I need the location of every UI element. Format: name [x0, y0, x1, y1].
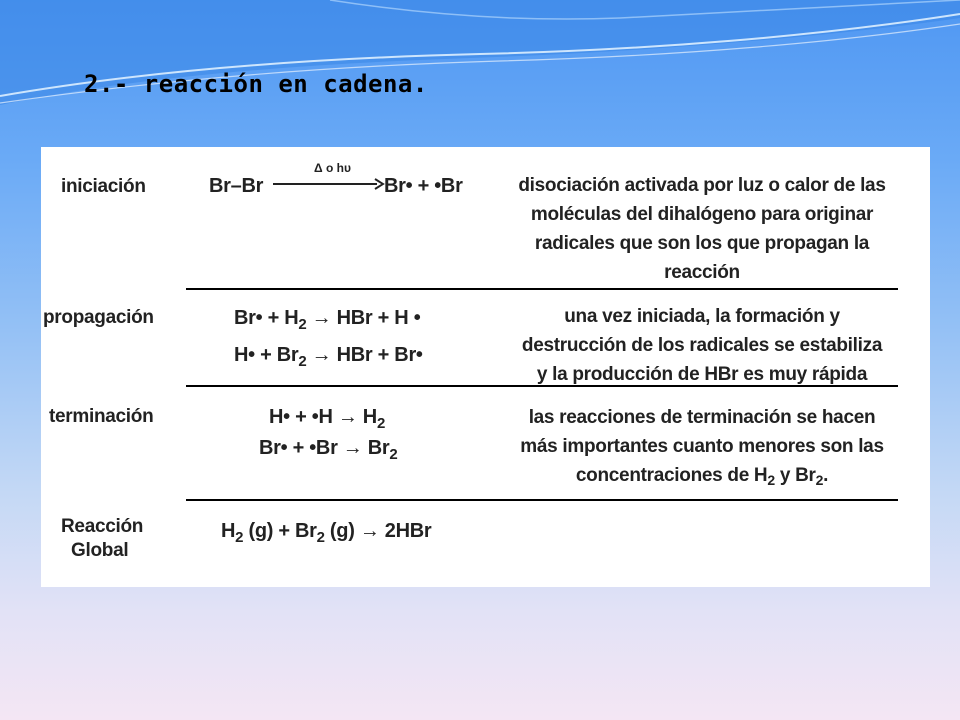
equation-global: $H_2$ $(g) + Br_2$ (g) → 2HBr — [221, 520, 432, 546]
equation-left: Br–Br — [209, 175, 264, 197]
chain-reaction-table — [41, 147, 930, 587]
row-divider — [186, 499, 898, 501]
description-iniciacion: disociación activada por luz o calor de las moléculas del dihalógeno para originar radicales que son los que propagan la reacción — [518, 175, 886, 283]
stage-label-iniciacion: iniciación — [61, 176, 146, 197]
row-divider — [186, 288, 898, 290]
equation-iniciacion — [209, 172, 263, 200]
equation-propagacion-1: Br• + $H_2$ → HBr + H • — [234, 307, 421, 333]
equation-products: Br• + •Br — [384, 175, 463, 197]
row-divider — [186, 385, 898, 387]
description-terminacion-line3: concentraciones de $H_2$ y $Br_2$. — [575, 465, 829, 488]
description-terminacion: las reacciones de terminación se hacen más importantes cuanto menores son las concentraciones de $H_2$ y $Br_2$. — [486, 403, 918, 495]
slide-title: 2.- reacción en cadena. — [84, 70, 428, 98]
arrow-condition-label: Δ o hυ — [314, 161, 351, 175]
stage-label-terminacion: terminación — [49, 406, 154, 427]
arrow-right-icon — [273, 177, 385, 191]
equation-terminacion-2: Br• + •Br → $Br_2$ — [259, 437, 398, 463]
description-propagacion: una vez iniciada, la formación y destrucción de los radicales se estabiliza y la producción de HBr es muy rápida — [521, 306, 883, 385]
stage-label-reaccion-global: Reacción Global — [61, 516, 144, 561]
equation-terminacion-1: H• + •H → $H_2$ — [269, 406, 385, 432]
equation-propagacion-2: H• + $Br_2$ → HBr + Br• — [234, 344, 423, 370]
stage-label-propagacion: propagación — [43, 307, 154, 328]
